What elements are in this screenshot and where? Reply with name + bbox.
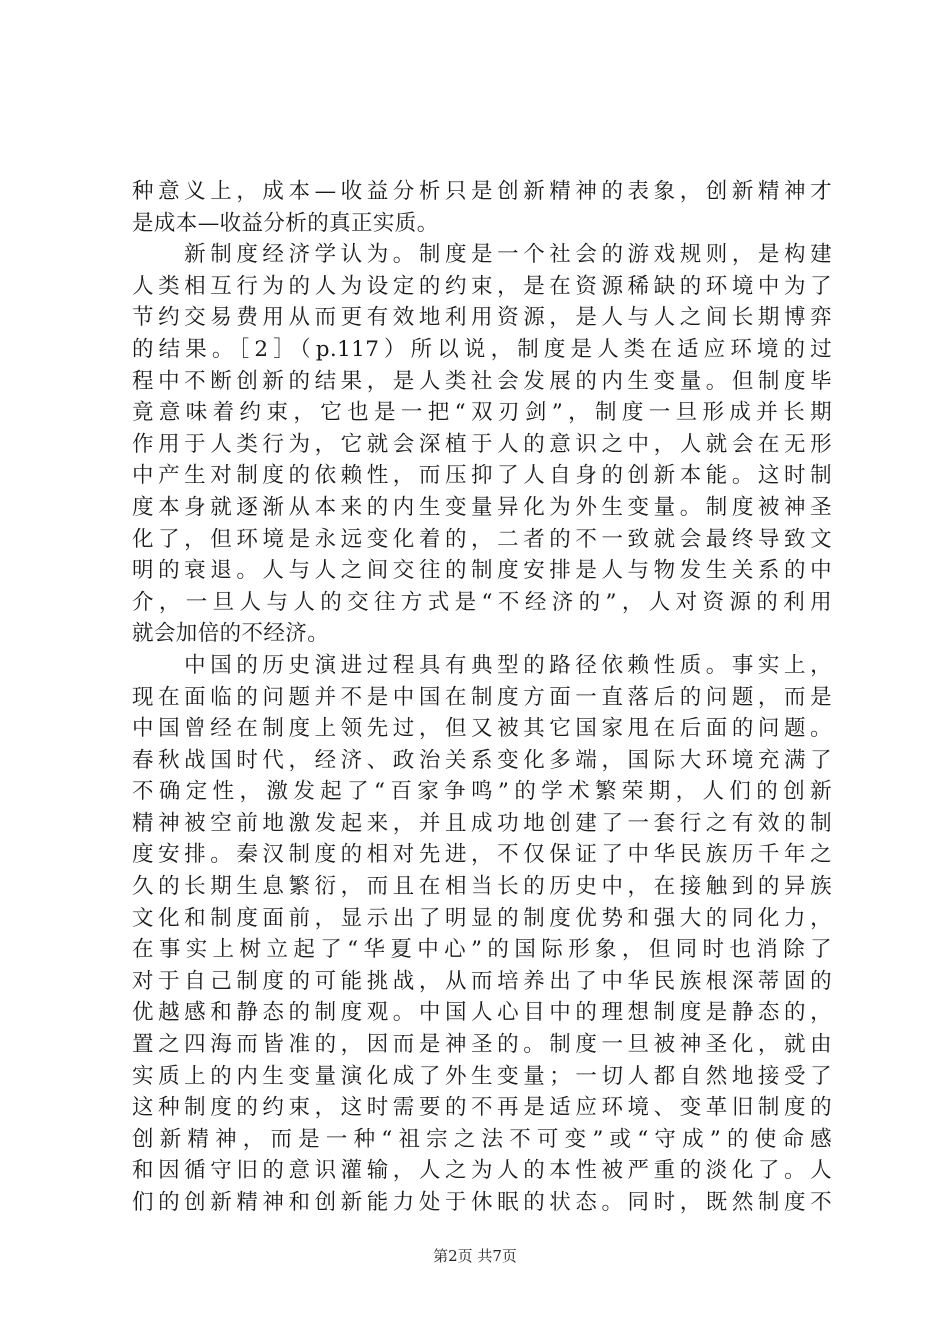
page-footer: 第2页 共7页 bbox=[433, 1247, 517, 1265]
text-line: 们的创新精神和创新能力处于休眠的状态。同时，既然制度不 bbox=[132, 1190, 832, 1215]
text-line: 优越感和静态的制度观。中国人心目中的理想制度是静态的， bbox=[132, 1000, 832, 1026]
text-line: 和因循守旧的意识灌输，人之为人的本性被严重的淡化了。人 bbox=[132, 1158, 832, 1184]
text-line: 程中不断创新的结果，是人类社会发展的内生变量。但制度毕 bbox=[132, 368, 832, 394]
text-line: 对于自己制度的可能挑战，从而培养出了中华民族根深蒂固的 bbox=[132, 968, 832, 994]
text-line: 在事实上树立起了“华夏中心”的国际形象，但同时也消除了 bbox=[132, 937, 832, 963]
text-line: 人类相互行为的人为设定的约束，是在资源稀缺的环境中为了 bbox=[132, 273, 832, 299]
text-line: 作用于人类行为，它就会深植于人的意识之中，人就会在无形 bbox=[132, 431, 832, 457]
text-line: 置之四海而皆准的，因而是神圣的。制度一旦被神圣化，就由 bbox=[132, 1032, 832, 1058]
text-line: 种意义上，成本—收益分析只是创新精神的表象，创新精神才 bbox=[132, 179, 832, 204]
text-line: 文化和制度面前，显示出了明显的制度优势和强大的同化力， bbox=[132, 905, 832, 931]
text-line: 久的长期生息繁衍，而且在相当长的历史中，在接触到的异族 bbox=[132, 874, 832, 900]
text-line: 明的衰退。人与人之间交往的制度安排是人与物发生关系的中 bbox=[132, 558, 832, 584]
text-line: 竟意味着约束，它也是一把“双刃剑”，制度一旦形成并长期 bbox=[132, 400, 832, 426]
text-line: 节约交易费用从而更有效地利用资源，是人与人之间长期博弈 bbox=[132, 305, 832, 331]
text-line: 就会加倍的不经济。 bbox=[132, 621, 330, 647]
text-line: 中国的历史演进过程具有典型的路径依赖性质。事实上， bbox=[132, 652, 832, 678]
text-line: 精神被空前地激发起来，并且成功地创建了一套行之有效的制 bbox=[132, 810, 832, 836]
text-line: 中产生对制度的依赖性，而压抑了人自身的创新本能。这时制 bbox=[132, 463, 832, 489]
text-line: 这种制度的约束，这时需要的不再是适应环境、变革旧制度的 bbox=[132, 1095, 832, 1121]
text-line: 的结果。［2］（p.117）所以说，制度是人类在适应环境的过 bbox=[132, 336, 832, 362]
text-line: 实质上的内生变量演化成了外生变量；一切人都自然地接受了 bbox=[132, 1063, 832, 1089]
text-line: 化了，但环境是永远变化着的，二者的不一致就会最终导致文 bbox=[132, 526, 832, 552]
text-line: 现在面临的问题并不是中国在制度方面一直落后的问题，而是 bbox=[132, 684, 832, 710]
text-line: 度本身就逐渐从本来的内生变量异化为外生变量。制度被神圣 bbox=[132, 494, 832, 520]
text-line: 中国曾经在制度上领先过，但又被其它国家甩在后面的问题。 bbox=[132, 716, 832, 742]
text-line: 是成本—收益分析的真正实质。 bbox=[132, 210, 439, 236]
text-line: 创新精神，而是一种“祖宗之法不可变”或“守成”的使命感 bbox=[132, 1126, 832, 1152]
text-line: 新制度经济学认为。制度是一个社会的游戏规则，是构建 bbox=[132, 242, 832, 268]
text-line: 不确定性，激发起了“百家争鸣”的学术繁荣期，人们的创新 bbox=[132, 779, 832, 805]
text-line: 春秋战国时代，经济、政治关系变化多端，国际大环境充满了 bbox=[132, 747, 832, 773]
text-line: 介，一旦人与人的交往方式是“不经济的”，人对资源的利用 bbox=[132, 589, 832, 615]
body-text bbox=[132, 176, 832, 1219]
text-line: 度安排。秦汉制度的相对先进，不仅保证了中华民族历千年之 bbox=[132, 842, 832, 868]
